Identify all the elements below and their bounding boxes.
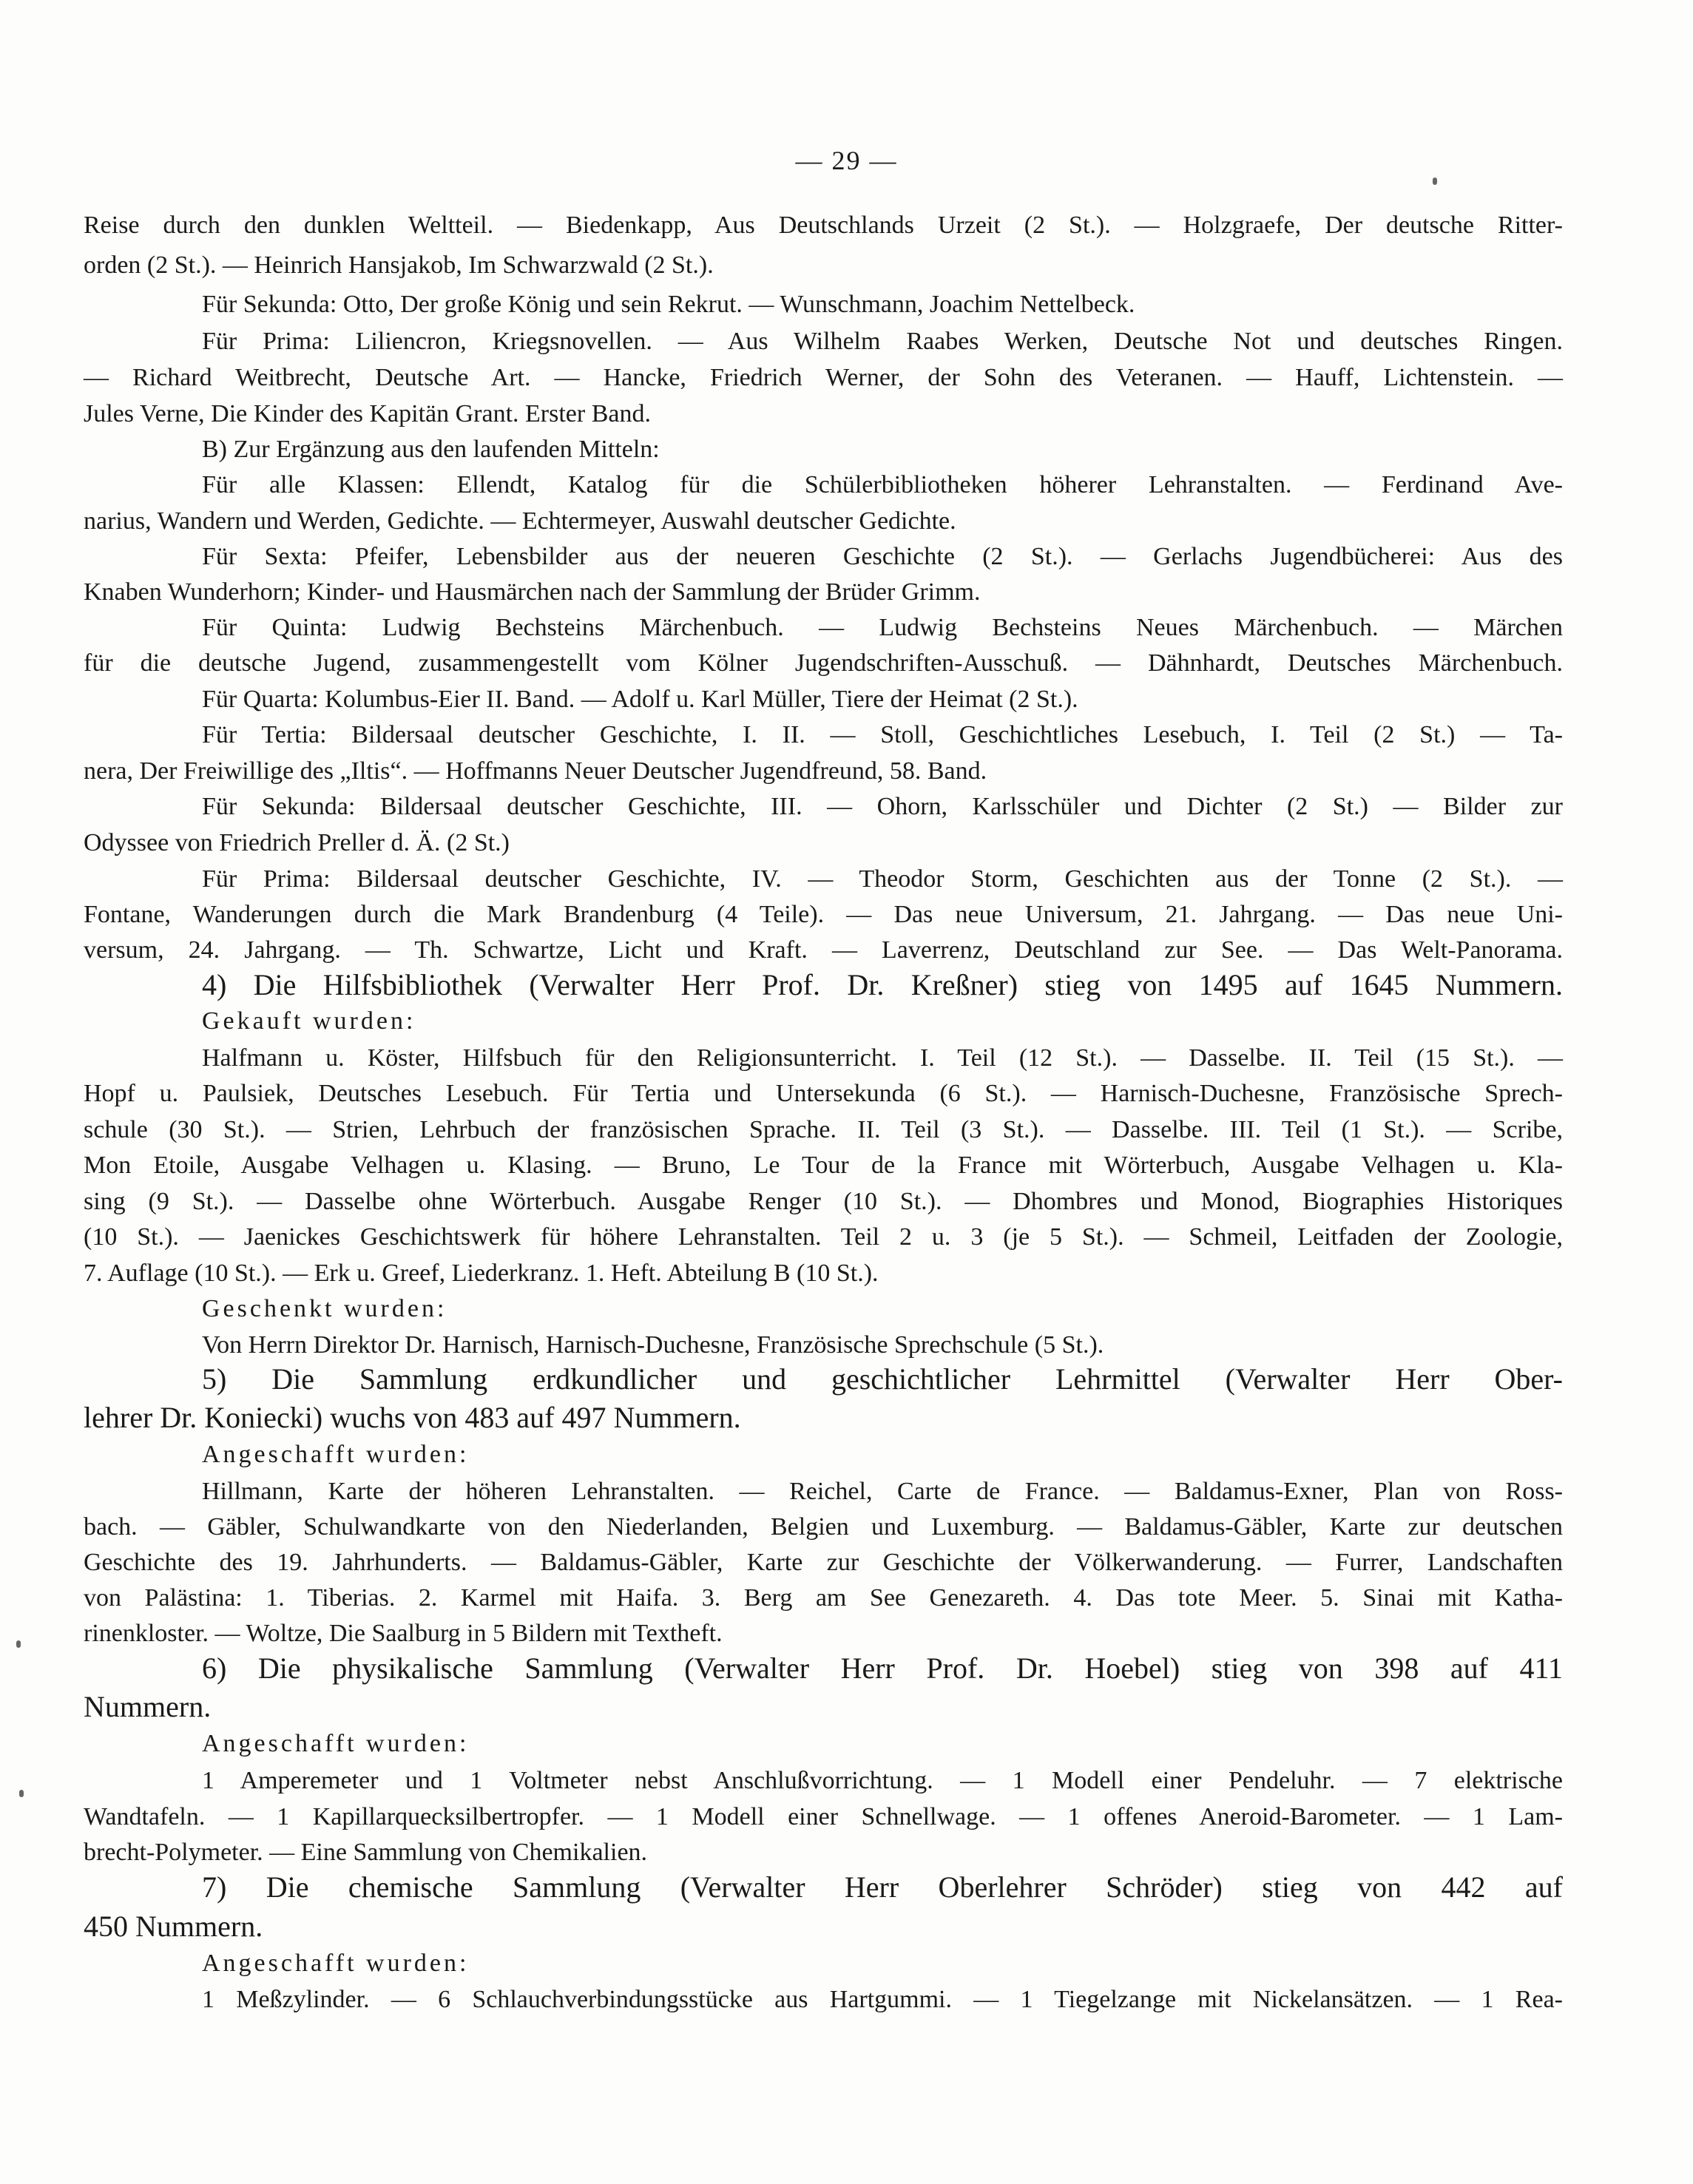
- section-heading-cont: lehrer Dr. Koniecki) wuchs von 483 auf 497 Nummern.: [84, 1401, 741, 1434]
- text-line: sing (9 St.). — Dasselbe ohne Wörterbuch. Ausgabe Renger (10 St.). — Dhombres und Monod, Biographies Historiques: [84, 1188, 1563, 1215]
- text-line: versum, 24. Jahrgang. — Th. Schwartze, Licht und Kraft. — Laverrenz, Deutschland zur See. — Das Welt-Panorama.: [84, 936, 1563, 964]
- section-heading: 4) Die Hilfsbibliothek (Verwalter Herr Prof. Dr. Kreßner) stieg von 1495 auf 1645 Nummern.: [202, 968, 1563, 1001]
- section-heading: 7) Die chemische Sammlung (Verwalter Herr Oberlehrer Schröder) stieg von 442 auf: [202, 1870, 1563, 1904]
- section-heading-cont: Nummern.: [84, 1690, 212, 1723]
- text-line: Für Prima: Bildersaal deutscher Geschichte, IV. — Theodor Storm, Geschichten aus der Tonne (2 St.). —: [202, 865, 1563, 893]
- subheading: Angeschafft wurden:: [202, 1441, 470, 1468]
- text-line: 7. Auflage (10 St.). — Erk u. Greef, Liederkranz. 1. Heft. Abteilung B (10 St.).: [84, 1260, 879, 1287]
- ink-speck: [19, 1790, 24, 1797]
- text-line: Knaben Wunderhorn; Kinder- und Hausmärchen nach der Sammlung der Brüder Grimm.: [84, 578, 981, 606]
- text-line: Hillmann, Karte der höheren Lehranstalten. — Reichel, Carte de France. — Baldamus-Exner, Plan von Ross-: [202, 1478, 1563, 1505]
- text-line: Für Quarta: Kolumbus-Eier II. Band. — Adolf u. Karl Müller, Tiere der Heimat (2 St.).: [202, 686, 1078, 713]
- text-line: brecht-Polymeter. — Eine Sammlung von Chemikalien.: [84, 1839, 648, 1866]
- section-heading: B) Zur Ergänzung aus den laufenden Mitteln:: [202, 436, 660, 463]
- text-line: Geschichte des 19. Jahrhunderts. — Baldamus-Gäbler, Karte zur Geschichte der Völkerwanderung. — Furrer, Landschaften: [84, 1549, 1563, 1576]
- text-line: Für Prima: Liliencron, Kriegsnovellen. — Aus Wilhelm Raabes Werken, Deutsche Not und deutsches Ringen.: [202, 328, 1563, 355]
- text-line: Reise durch den dunklen Weltteil. — Biedenkapp, Aus Deutschlands Urzeit (2 St.). — Holzgraefe, Der deutsche Ritter-: [84, 212, 1563, 239]
- subheading: Angeschafft wurden:: [202, 1730, 470, 1757]
- subheading: Geschenkt wurden:: [202, 1295, 447, 1322]
- text-line: Hopf u. Paulsiek, Deutsches Lesebuch. Für Tertia und Untersekunda (6 St.). — Harnisch-Duchesne, Französische Sprech-: [84, 1080, 1563, 1107]
- text-line: 1 Amperemeter und 1 Voltmeter nebst Anschlußvorrichtung. — 1 Modell einer Pendeluhr. — 7 elektrische: [202, 1767, 1563, 1794]
- text-line: nera, Der Freiwillige des „Iltis“. — Hoffmanns Neuer Deutscher Jugendfreund, 58. Band.: [84, 757, 987, 785]
- text-line: Wandtafeln. — 1 Kapillarquecksilbertropfer. — 1 Modell einer Schnellwage. — 1 offenes Aneroid-Barometer. — 1 Lam-: [84, 1803, 1563, 1830]
- ink-speck: [16, 1640, 21, 1648]
- text-line: Jules Verne, Die Kinder des Kapitän Grant. Erster Band.: [84, 400, 651, 427]
- subheading: Gekauft wurden:: [202, 1007, 416, 1035]
- text-line: Halfmann u. Köster, Hilfsbuch für den Religionsunterricht. I. Teil (12 St.). — Dasselbe. II. Teil (15 St.). —: [202, 1044, 1563, 1072]
- text-line: narius, Wandern und Werden, Gedichte. — Echtermeyer, Auswahl deutscher Gedichte.: [84, 507, 956, 535]
- text-line: rinenkloster. — Woltze, Die Saalburg in 5 Bildern mit Textheft.: [84, 1620, 723, 1647]
- text-line: (10 St.). — Jaenickes Geschichtswerk für höhere Lehranstalten. Teil 2 u. 3 (je 5 St.). — Schmeil, Leitfaden der Zoologie,: [84, 1223, 1563, 1251]
- text-line: Von Herrn Direktor Dr. Harnisch, Harnisch-Duchesne, Französische Sprechschule (5 St.).: [202, 1331, 1104, 1359]
- text-line: Für Sekunda: Otto, Der große König und sein Rekrut. — Wunschmann, Joachim Nettelbeck.: [202, 291, 1135, 318]
- subheading: Angeschafft wurden:: [202, 1950, 470, 1977]
- text-line: 1 Meßzylinder. — 6 Schlauchverbindungsstücke aus Hartgummi. — 1 Tiegelzange mit Nickelansätzen. — 1 Rea-: [202, 1986, 1563, 2013]
- page-number: — 29 —: [795, 146, 898, 175]
- text-line: — Richard Weitbrecht, Deutsche Art. — Hancke, Friedrich Werner, der Sohn des Veteranen. — Hauff, Lichtenstein. —: [84, 364, 1563, 391]
- text-line: Mon Etoile, Ausgabe Velhagen u. Klasing. — Bruno, Le Tour de la France mit Wörterbuch, Ausgabe Velhagen u. Kla-: [84, 1152, 1563, 1179]
- section-heading: 5) Die Sammlung erdkundlicher und geschichtlicher Lehrmittel (Verwalter Herr Ober-: [202, 1362, 1563, 1396]
- text-line: Fontane, Wanderungen durch die Mark Brandenburg (4 Teile). — Das neue Universum, 21. Jahrgang. — Das neue Uni-: [84, 901, 1563, 928]
- text-line: von Palästina: 1. Tiberias. 2. Karmel mit Haifa. 3. Berg am See Genezareth. 4. Das tote Meer. 5. Sinai mit Katha-: [84, 1584, 1563, 1612]
- text-line: Für alle Klassen: Ellendt, Katalog für die Schülerbibliotheken höherer Lehranstalten. — Ferdinand Ave-: [202, 471, 1563, 498]
- text-line: bach. — Gäbler, Schulwandkarte von den Niederlanden, Belgien und Luxemburg. — Baldamus-Gäbler, Karte zur deutschen: [84, 1513, 1563, 1541]
- section-heading-cont: 450 Nummern.: [84, 1910, 263, 1943]
- text-line: für die deutsche Jugend, zusammengestellt vom Kölner Jugendschriften-Ausschuß. — Dähnhardt, Deutsches Märchenbuch.: [84, 649, 1563, 677]
- ink-speck: [1433, 178, 1437, 185]
- text-line: Für Sexta: Pfeifer, Lebensbilder aus der neueren Geschichte (2 St.). — Gerlachs Jugendbücherei: Aus des: [202, 543, 1563, 570]
- text-line: Für Quinta: Ludwig Bechsteins Märchenbuch. — Ludwig Bechsteins Neues Märchenbuch. — Märchen: [202, 614, 1563, 641]
- text-line: orden (2 St.). — Heinrich Hansjakob, Im Schwarzwald (2 St.).: [84, 251, 714, 279]
- text-line: Odyssee von Friedrich Preller d. Ä. (2 St.): [84, 829, 510, 856]
- text-line: Für Sekunda: Bildersaal deutscher Geschichte, III. — Ohorn, Karlsschüler und Dichter (2 St.) — Bilder zur: [202, 793, 1563, 820]
- text-line: Für Tertia: Bildersaal deutscher Geschichte, I. II. — Stoll, Geschichtliches Lesebuch, I. Teil (2 St.) — Ta-: [202, 721, 1563, 748]
- section-heading: 6) Die physikalische Sammlung (Verwalter Herr Prof. Dr. Hoebel) stieg von 398 auf 411: [202, 1651, 1563, 1685]
- text-line: schule (30 St.). — Strien, Lehrbuch der französischen Sprache. II. Teil (3 St.). — Dasselbe. III. Teil (1 St.). — Scribe,: [84, 1116, 1563, 1143]
